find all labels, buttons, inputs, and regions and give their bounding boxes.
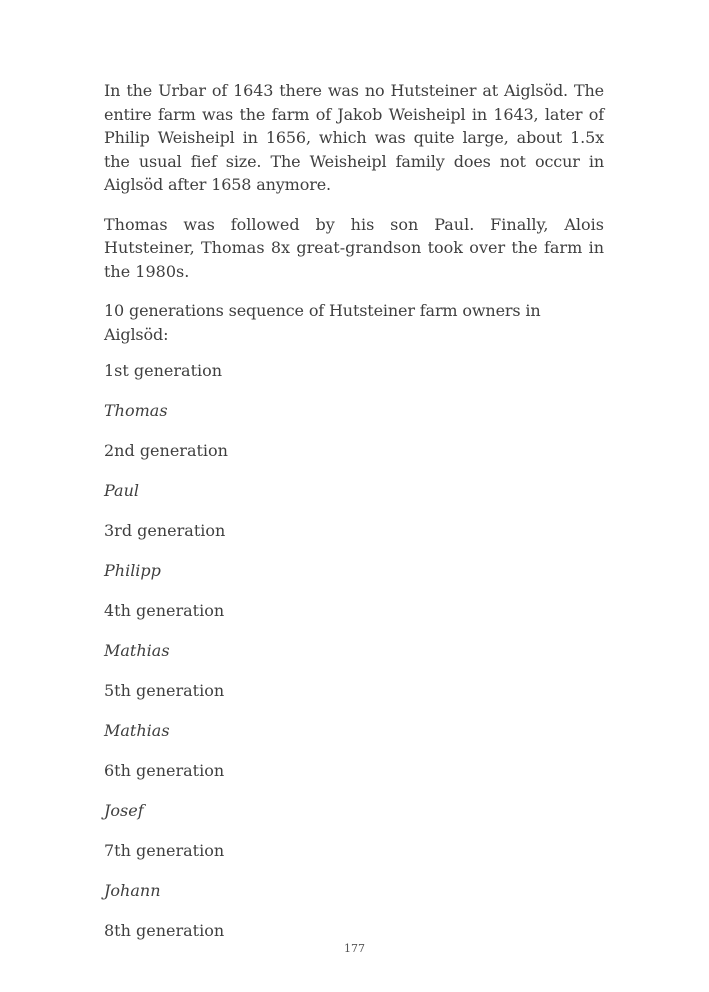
generation-owner-name: Mathias <box>104 641 170 660</box>
generation-label: 5th generation <box>104 681 225 700</box>
generation-list <box>104 362 604 962</box>
generation-label: 3rd generation <box>104 521 226 540</box>
page-number: 177 <box>344 942 365 955</box>
paragraph-succession: Thomas was followed by his son Paul. Finally, Alois Hutsteiner, Thomas 8x great-grandson took over the farm in the 1980s. <box>104 214 604 281</box>
generation-owner-name: Thomas <box>104 401 168 420</box>
generation-entry <box>104 682 604 762</box>
generation-entry <box>104 442 604 522</box>
generation-owner-name: Mathias <box>104 721 170 740</box>
generation-owner-name: Johann <box>104 881 161 900</box>
generation-label: 7th generation <box>104 841 225 860</box>
generation-label: 8th generation <box>104 921 225 940</box>
generation-label: 6th generation <box>104 761 225 780</box>
page-body <box>104 79 604 962</box>
generation-entry <box>104 362 604 442</box>
paragraph-urbar: In the Urbar of 1643 there was no Hutsteiner at Aiglsöd. The entire farm was the farm of Jakob Weisheipl in 1643, later of Philip Weisheipl in 1656, which was quite large, about 1.5x the usual fief size. The Weisheipl family does not occur in Aiglsöd after 1658 anymore. <box>104 81 604 194</box>
generation-owner-name: Philipp <box>104 561 161 580</box>
generation-entry <box>104 762 604 842</box>
generation-label: 1st generation <box>104 361 223 380</box>
generation-entry <box>104 842 604 922</box>
generation-label: 4th generation <box>104 601 225 620</box>
generation-owner-name: Paul <box>104 481 140 500</box>
generation-entry <box>104 522 604 602</box>
sequence-heading: 10 generations sequence of Hutsteiner farm owners in Aiglsöd: <box>104 301 541 344</box>
generation-entry <box>104 602 604 682</box>
generation-label: 2nd generation <box>104 441 228 460</box>
generation-owner-name: Josef <box>104 801 144 820</box>
